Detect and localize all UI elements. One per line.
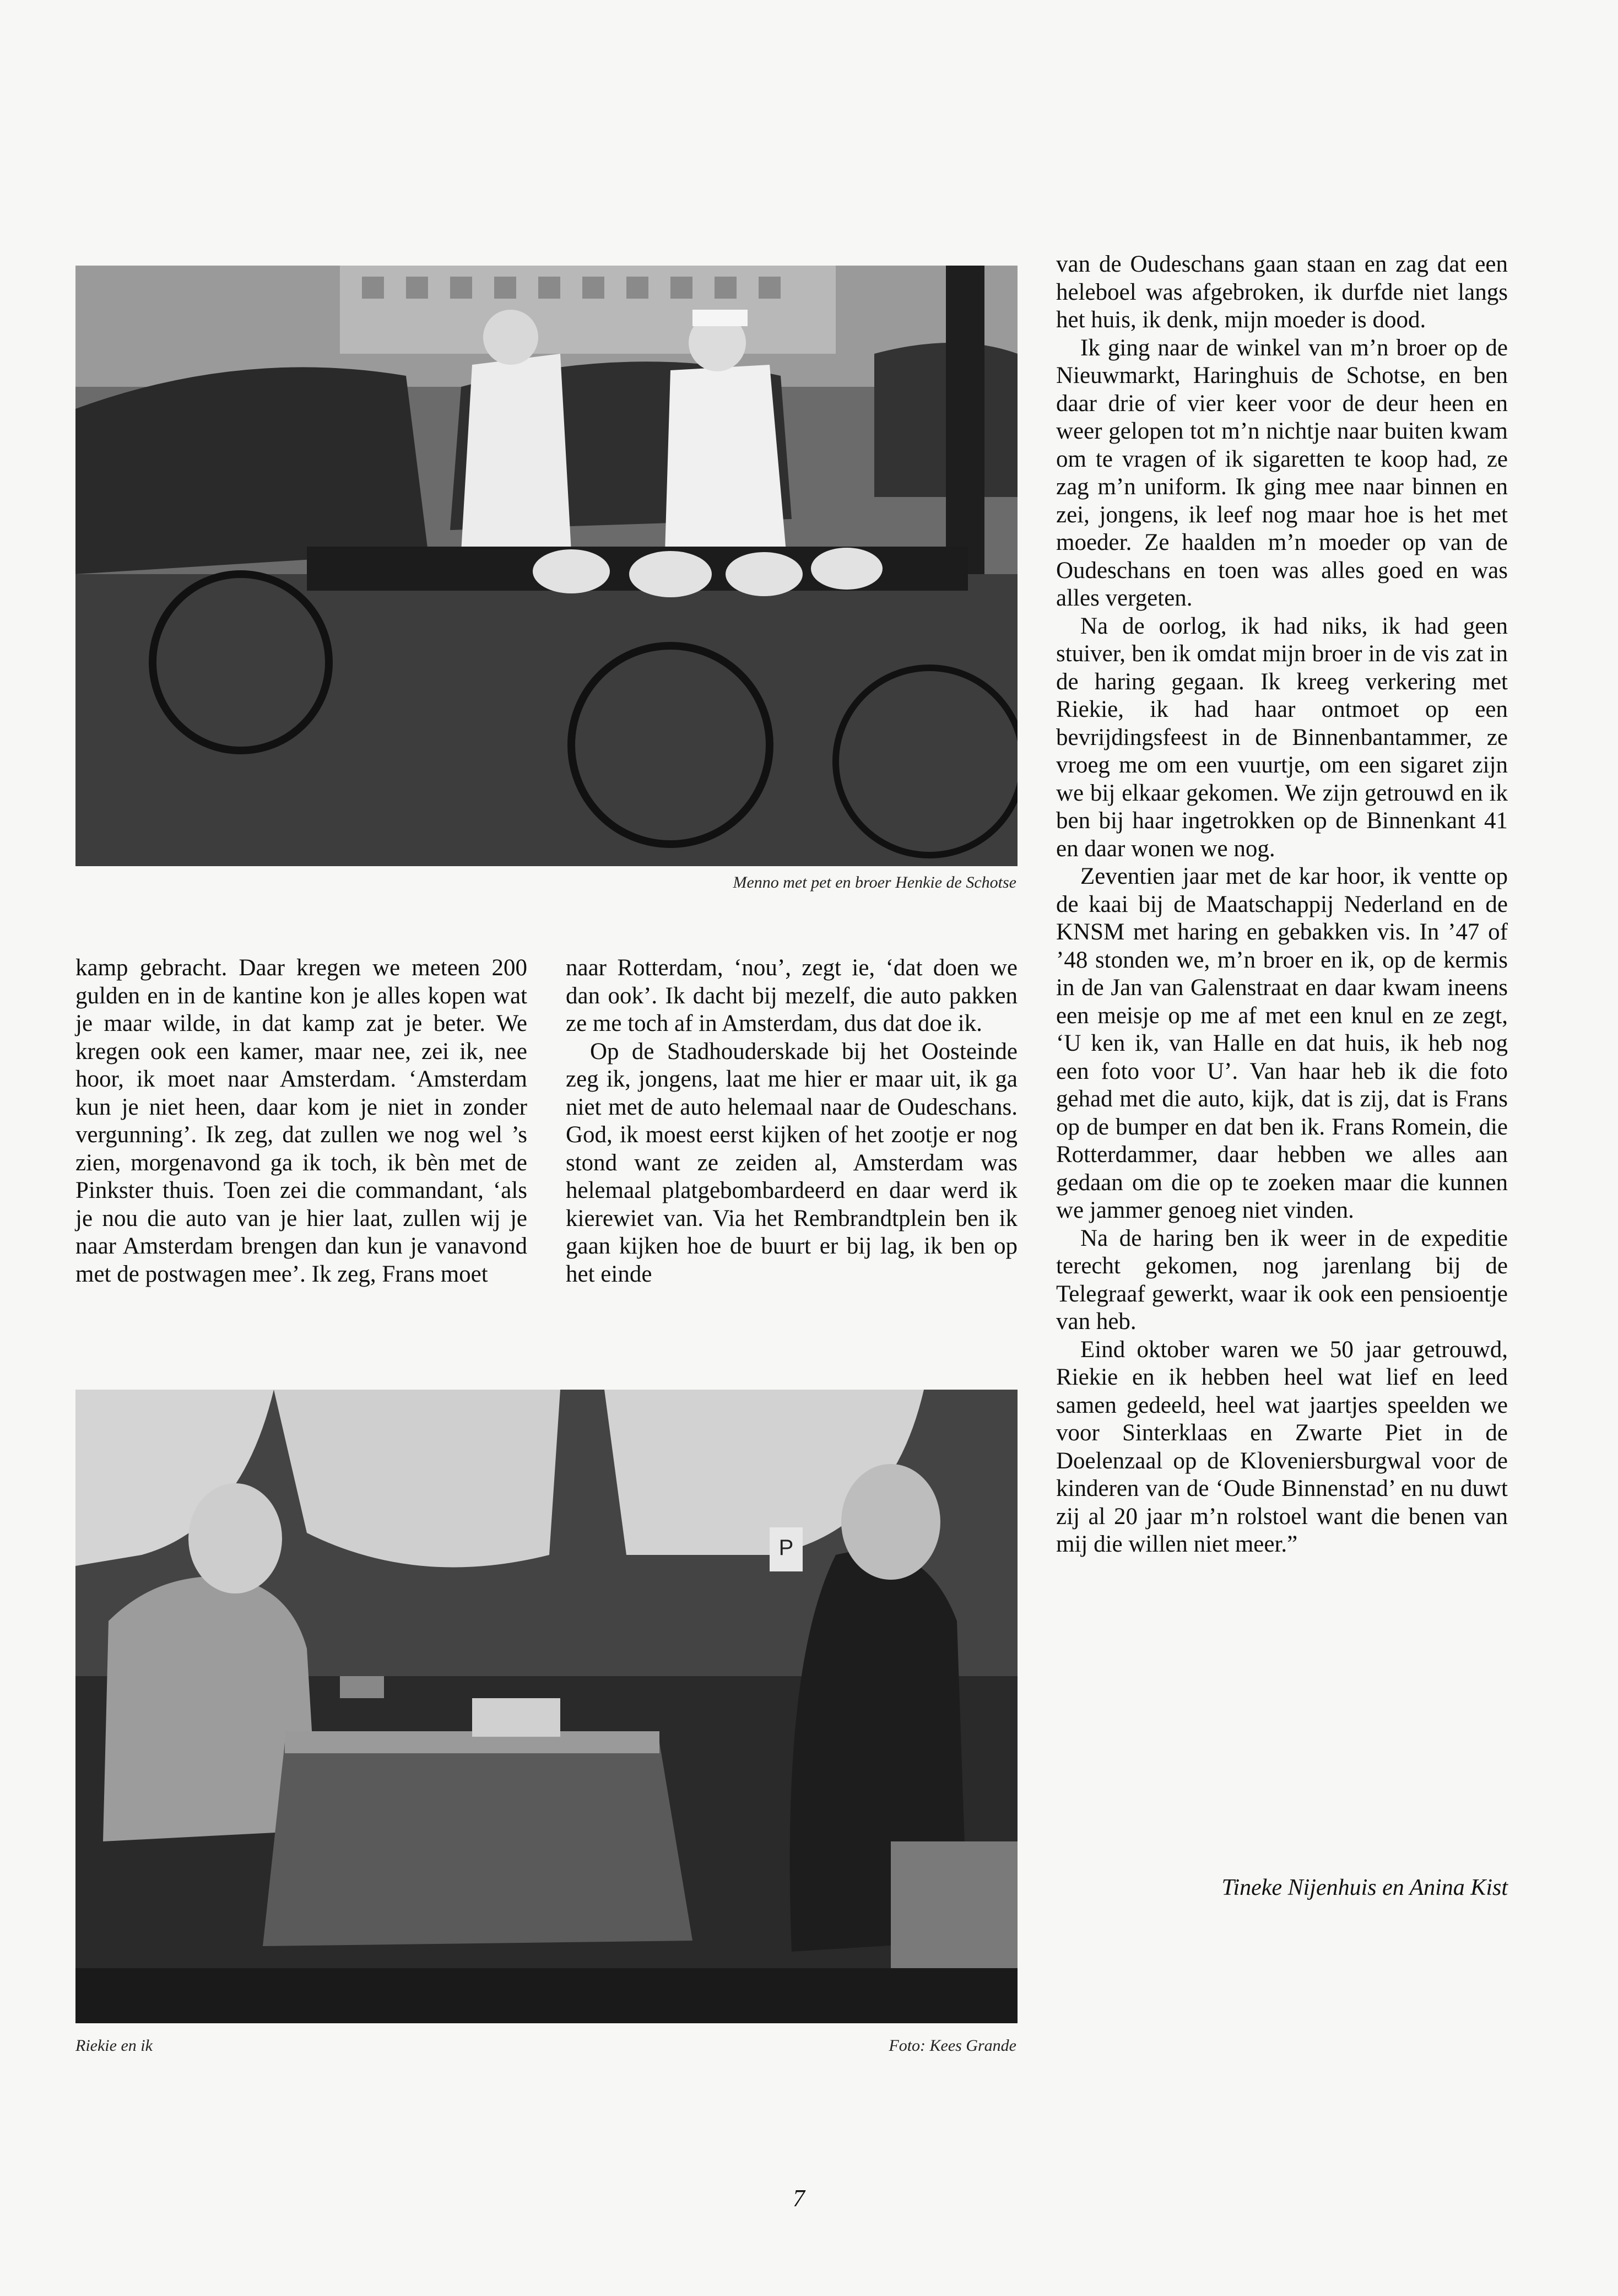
photo-couple-at-table-drawing bbox=[75, 1390, 1018, 2023]
photo-sign-text: P bbox=[778, 1536, 794, 1560]
photo-credit: Foto: Kees Grande bbox=[889, 2036, 1016, 2055]
photo-herring-cart-drawing bbox=[75, 266, 1018, 866]
photo-couple-at-table bbox=[75, 1390, 1018, 2023]
paragraph: kamp gebracht. Daar kregen we meteen 200 gulden en in de kantine kon je alles kopen wat je maar wilde, in dat kamp zat je beter. We kregen ook een kamer, maar nee, zei ik, nee hoor, ik moet naar Amsterdam. ‘Amsterdam kun je niet heen, daar kom je niet in zonder vergunning’. Ik zeg, dat zullen we nog wel ’s zien, morgenavond ga ik toch, ik bèn met de Pinkster thuis. Toen zei die commandant, ‘als je nou die auto van je hier laat, zullen wij je naar Amsterdam brengen dan kun je vanavond met de postwagen mee’. Ik zeg, Frans moet bbox=[75, 955, 527, 1287]
caption-bottom-photo: Riekie en ik bbox=[75, 2036, 153, 2055]
paragraph: van de Oudeschans gaan staan en zag dat een heleboel was afgebroken, ik durfde niet langs het huis, ik denk, mijn moeder is dood. bbox=[1056, 251, 1508, 333]
page-number: 7 bbox=[793, 2185, 805, 2212]
text-column-right bbox=[1056, 251, 1508, 1559]
paragraph: Na de oorlog, ik had niks, ik had geen stuiver, ben ik omdat mijn broer in de vis zat in de haring gegaan. Ik kreeg verkering met Riekie, ik had haar ontmoet op een bevrijdingsfeest in de Binnenbantammer, ze vroeg me om een vuurtje, om een sigaret zijn we bij elkaar gekomen. We zijn getrouwd en ik ben bij haar ingetrokken op de Binnenkant 41 en daar wonen we nog. bbox=[1056, 613, 1508, 862]
text-column-middle bbox=[566, 954, 1018, 1288]
paragraph: Ik ging naar de winkel van m’n broer op de Nieuwmarkt, Haringhuis de Schotse, en ben daar drie of vier keer voor de deur heen en weer gelopen tot m’n nichtje naar buiten kwam om te vragen of ik sigaretten te koop had, ze zag m’n uniform. Ik ging mee naar binnen en zei, jongens, ik leef nog maar hoe is het met moeder. Ze haalden m’n moeder op van de Oudeschans en toen was alles goed en was alles vergeten. bbox=[1056, 334, 1508, 611]
byline: Tineke Nijenhuis en Anina Kist bbox=[1221, 1875, 1508, 1900]
paragraph: naar Rotterdam, ‘nou’, zegt ie, ‘dat doen we dan ook’. Ik dacht bij mezelf, die auto pakken ze me toch af in Amsterdam, dus dat doe ik. bbox=[566, 955, 1018, 1036]
text-column-left bbox=[75, 954, 527, 1288]
paragraph: Zeventien jaar met de kar hoor, ik ventte op de kaai bij de Maatschappij Nederland en de KNSM met haring en gebakken vis. In ’47 of ’48 stonden we, m’n broer en ik, op de kermis in de Jan van Galenstraat en daar kwam ineens een meisje op me af met een knul en ze zegt, ‘U ken ik, van Halle en dat huis, ik heb nog een foto voor U’. Van haar heb ik die foto gehad met die auto, kijk, dat is zij, dat is Frans op de bumper en dat ben ik. Frans Romein, die Rotterdammer, daar hebben we alles aan gedaan om die op te zoeken maar die kunnen we jammer genoeg niet vinden. bbox=[1056, 863, 1508, 1223]
paragraph: Op de Stadhouderskade bij het Oosteinde zeg ik, jongens, laat me hier er maar uit, ik ga niet met de auto helemaal naar de Oudeschans. God, ik moest eerst kijken of het zootje er nog stond want ze zeiden al, Amsterdam was helemaal platgebombardeerd en daar werd ik kierewiet van. Via het Rembrandtplein ben ik gaan kijken hoe de buurt er bij lag, ik ben op het einde bbox=[566, 1038, 1018, 1287]
paragraph: Na de haring ben ik weer in de expeditie terecht gekomen, nog jarenlang bij de Telegraaf gewerkt, waar ik ook een pensioentje van heb. bbox=[1056, 1225, 1508, 1335]
photo-herring-cart bbox=[75, 266, 1018, 866]
caption-top-photo: Menno met pet en broer Henkie de Schotse bbox=[733, 873, 1016, 892]
paragraph: Eind oktober waren we 50 jaar getrouwd, Riekie en ik hebben heel wat lief en leed samen gedeeld, heel wat jaartjes speelden we voor Sinterklaas en Zwarte Piet in de Doelenzaal op de Kloveniersburgwal voor de kinderen van de ‘Oude Binnenstad’ en nu duwt zij al 20 jaar m’n rolstoel want die benen van mij die willen niet meer.” bbox=[1056, 1336, 1508, 1557]
